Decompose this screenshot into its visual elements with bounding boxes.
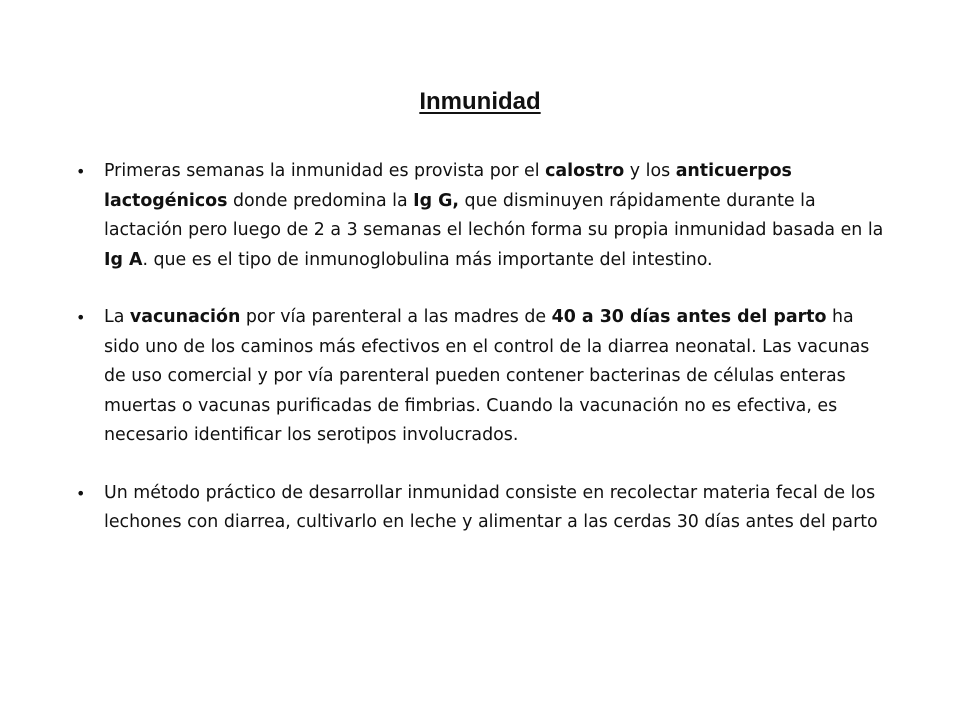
bullet-text: . que es el tipo de inmunoglobulina más importante del intestino. (142, 249, 713, 270)
bullet-dot: • (76, 308, 86, 327)
bullet-text: ha sido uno de los caminos más efectivos en el control de la diarrea neonatal. Las vacunas de uso comercial y por vía parenteral pueden contener bacterinas de células enteras muertas o vacunas purificadas de fimbrias. Cuando la vacunación no es efectiva, es necesario identificar los serotipos involucrados. (104, 307, 870, 445)
bullet-text-bold: vacunación (129, 307, 241, 327)
slide-title: Inmunidad (419, 88, 541, 115)
bullet-text-bold: anticuerpos lactogénicos (104, 161, 792, 211)
bullet-item (76, 157, 886, 275)
bullet-text-bold: Ig G, (413, 190, 460, 211)
bullet-text: y los (624, 161, 676, 181)
bullet-item (76, 303, 886, 451)
bullet-dot: • (76, 483, 86, 503)
bullet-dot: • (76, 162, 86, 181)
bullet-text-bold: Ig A (104, 249, 143, 270)
bullet-text: por vía parenteral a las madres de (240, 307, 552, 327)
bullet-text: que disminuyen rápidamente durante la lactación pero luego de 2 a 3 semanas el lechón forma su propia inmunidad basada en la (104, 190, 884, 240)
bullet-text: Primeras semanas la inmunidad es provista por el (104, 161, 546, 181)
bullet-text: donde predomina la (227, 190, 414, 211)
bullet-list (76, 157, 886, 566)
bullet-text: Un método práctico de desarrollar inmunidad consiste en recolectar materia fecal de los lechones con diarrea, cultivarlo en leche y alimentar a las cerdas 30 días antes del parto (104, 482, 878, 532)
bullet-text-bold: calostro (545, 161, 625, 181)
bullet-text: La (104, 307, 130, 327)
bullet-item (76, 479, 886, 538)
bullet-text-bold: 40 a 30 días antes del parto (551, 307, 827, 327)
